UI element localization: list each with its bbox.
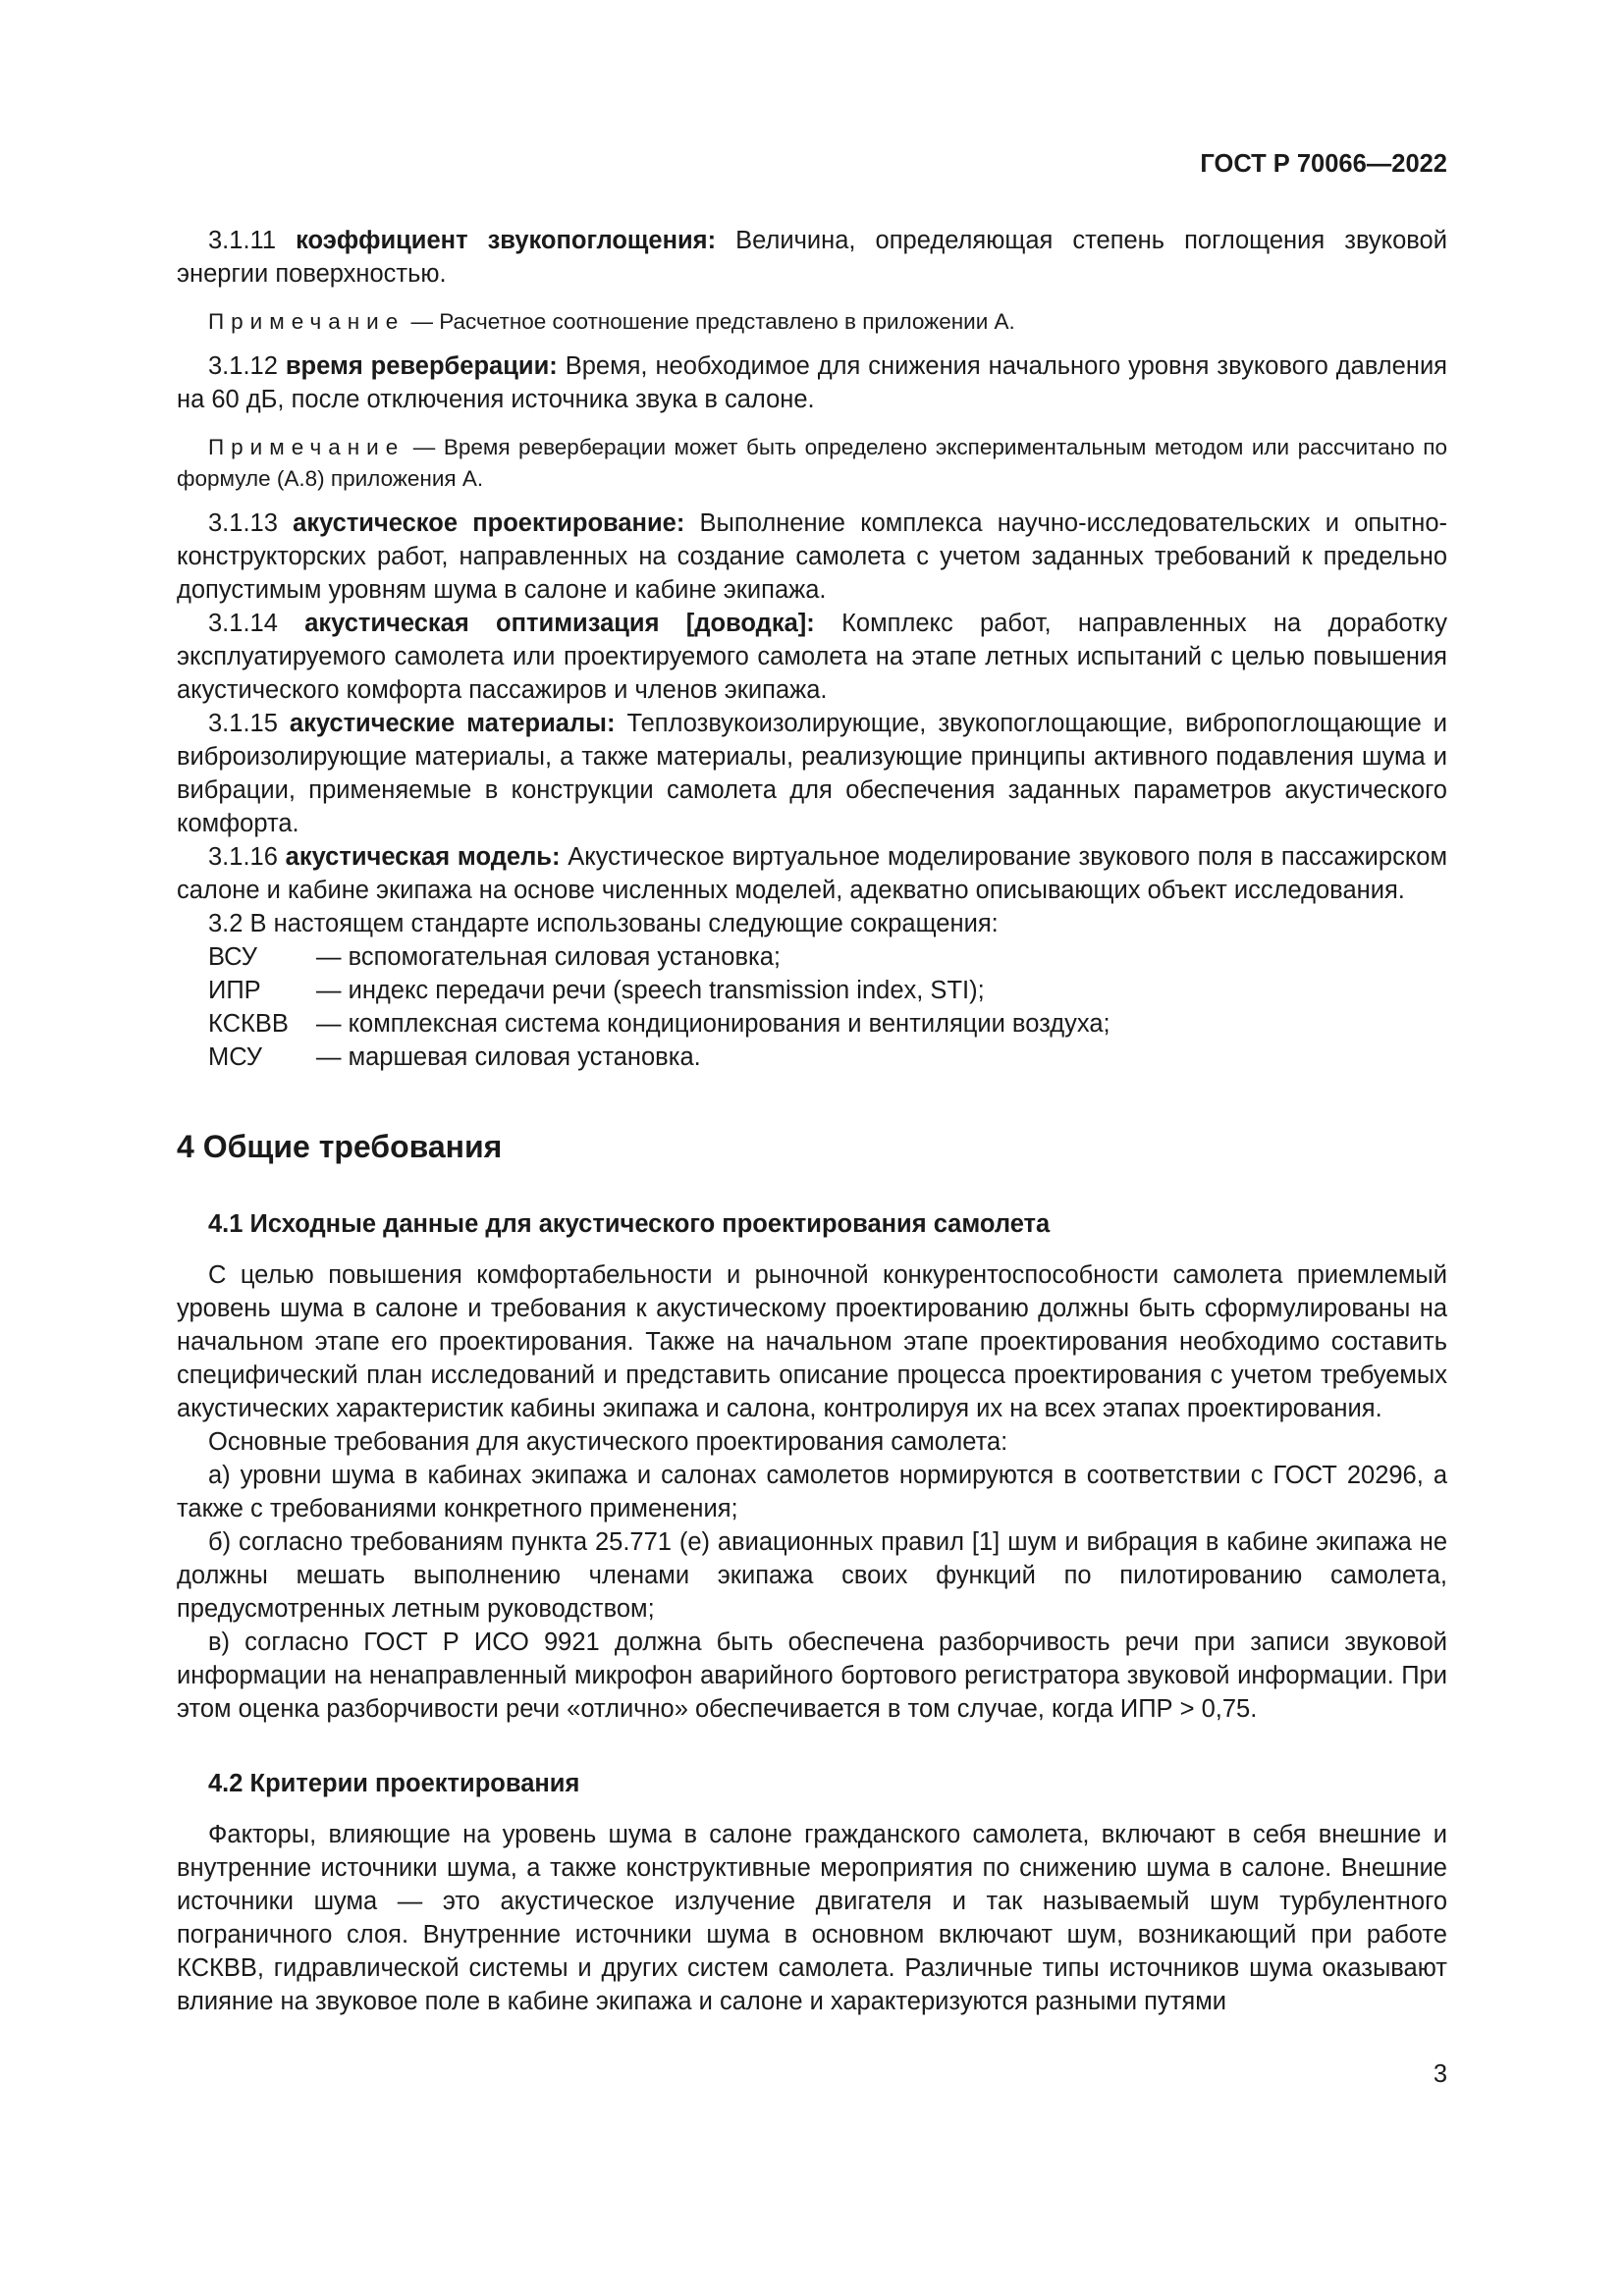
note-text: — Время реверберации может быть определено экспериментальным методом или рассчитано по формуле (А.8) приложения А. <box>177 435 1447 491</box>
abbreviations-list <box>177 940 1447 1074</box>
abbreviation-key: ИПР <box>208 977 261 1004</box>
abbreviation-value: — индекс передачи речи (speech transmission index, STI); <box>316 977 985 1004</box>
abbreviation-value: — вспомогательная силовая установка; <box>316 943 781 971</box>
abbreviation-item <box>208 940 1447 974</box>
term-name: акустическая оптимизация [доводка]: <box>304 610 815 637</box>
term-definition: Время, необходимое для снижения начального уровня звукового давления на 60 дБ, после отключения источника звука в салоне. <box>177 352 1447 413</box>
term-name: коэффициент звукопоглощения: <box>296 227 717 254</box>
term-number: 3.1.15 <box>208 710 278 737</box>
term-number: 3.1.13 <box>208 509 278 537</box>
term-number: 3.1.12 <box>208 352 278 380</box>
term-name: акустическое проектирование: <box>293 509 685 537</box>
term-definition: Выполнение комплекса научно-исследовательских и опытно-конструкторских работ, направленных на создание самолета с учетом заданных требований к предельно допустимым уровням шума в салоне и кабине экипажа. <box>177 509 1448 604</box>
abbreviation-item <box>208 974 1447 1007</box>
subsection-4-2-heading: 4.2 Критерии проектирования <box>208 1770 580 1797</box>
note-3-1-11 <box>177 306 1447 338</box>
abbreviation-item <box>208 1041 1447 1074</box>
section-4-heading: 4 Общие требования <box>177 1129 503 1164</box>
paragraph: Факторы, влияющие на уровень шума в салоне гражданского самолета, включают в себя внешние и внутренние источники шума, а также конструктивные мероприятия по снижению шума в салоне. Внешние источники шума — это акустическое излучение двигателя и так называемый шум турбулентного пограничного слоя. Внутренние источники шума в основном включают шум, возникающий при работе КСКВВ, гидравлической системы и других систем самолета. Различные типы источников шума оказывают влияние на звуковое поле в кабине экипажа и салоне и характеризуются разными путями <box>177 1821 1447 2015</box>
term-3-1-11 <box>177 224 1447 291</box>
page-number: 3 <box>1433 2060 1447 2088</box>
abbreviation-item <box>208 1007 1447 1041</box>
term-number: 3.1.11 <box>208 227 277 254</box>
requirement-b: б) согласно требованиям пункта 25.771 (е) авиационных правил [1] шум и вибрация в кабине экипажа не должны мешать выполнению членами экипажа своих функций по пилотированию самолета, предусмотренных летным руководством; <box>177 1528 1447 1623</box>
term-name: время реверберации: <box>285 352 558 380</box>
abbreviation-key: ВСУ <box>208 943 257 971</box>
abbreviation-key: КСКВВ <box>208 1010 289 1038</box>
document-body <box>177 224 1447 2018</box>
abbreviation-value: — комплексная система кондиционирования и вентиляции воздуха; <box>316 1010 1110 1038</box>
term-number: 3.1.14 <box>208 610 278 637</box>
term-3-1-14 <box>177 607 1447 707</box>
subsection-4-1-heading: 4.1 Исходные данные для акустического проектирования самолета <box>208 1210 1051 1238</box>
abbreviation-key: МСУ <box>208 1043 263 1071</box>
paragraph: Основные требования для акустического проектирования самолета: <box>208 1428 1008 1456</box>
abbreviations-intro: 3.2 В настоящем стандарте использованы следующие сокращения: <box>208 910 999 937</box>
term-definition: Величина, определяющая степень поглощения звуковой энергии поверхностью. <box>177 227 1447 288</box>
term-3-1-13 <box>177 507 1447 607</box>
note-3-1-12 <box>177 432 1447 495</box>
term-number: 3.1.16 <box>208 843 278 871</box>
term-name: акустические материалы: <box>289 710 616 737</box>
term-definition: Теплозвукоизолирующие, звукопоглощающие, вибропоглощающие и виброизолирующие материалы, а также материалы, реализующие принципы активного подавления шума и вибрации, применяемые в конструкции самолета для обеспечения заданных параметров акустического комфорта. <box>177 710 1447 837</box>
term-definition: Комплекс работ, направленных на доработку эксплуатируемого самолета или проектируемого самолета на этапе летных испытаний с целью повышения акустического комфорта пассажиров и членов экипажа. <box>177 610 1447 704</box>
note-label: Примечание <box>208 309 406 334</box>
abbreviation-value: — маршевая силовая установка. <box>316 1043 701 1071</box>
term-3-1-16 <box>177 840 1447 907</box>
standard-code-header: ГОСТ Р 70066—2022 <box>1200 150 1447 178</box>
note-text: — Расчетное соотношение представлено в приложении А. <box>410 309 1015 334</box>
requirement-c: в) согласно ГОСТ Р ИСО 9921 должна быть обеспечена разборчивость речи при записи звуковой информации на ненаправленный микрофон аварийного бортового регистратора звуковой информации. При этом оценка разборчивости речи «отлично» обеспечивается в том случае, когда ИПР > 0,75. <box>177 1629 1447 1723</box>
term-3-1-15 <box>177 707 1447 840</box>
term-3-1-12 <box>177 349 1447 416</box>
paragraph: С целью повышения комфортабельности и рыночной конкурентоспособности самолета приемлемый уровень шума в салоне и требования к акустическому проектированию должны быть сформулированы на начальном этапе его проектирования. Также на начальном этапе проектирования необходимо составить специфический план исследований и представить описание процесса проектирования с учетом требуемых акустических характеристик кабины экипажа и салона, контролируя их на всех этапах проектирования. <box>177 1261 1447 1422</box>
term-name: акустическая модель: <box>285 843 561 871</box>
requirement-a: а) уровни шума в кабинах экипажа и салонах самолетов нормируются в соответствии с ГОСТ 20296, а также с требованиями конкретного применения; <box>177 1462 1447 1522</box>
term-definition: Акустическое виртуальное моделирование звукового поля в пассажирском салоне и кабине экипажа на основе численных моделей, адекватно описывающих объект исследования. <box>177 843 1447 904</box>
note-label: Примечание <box>208 435 406 459</box>
